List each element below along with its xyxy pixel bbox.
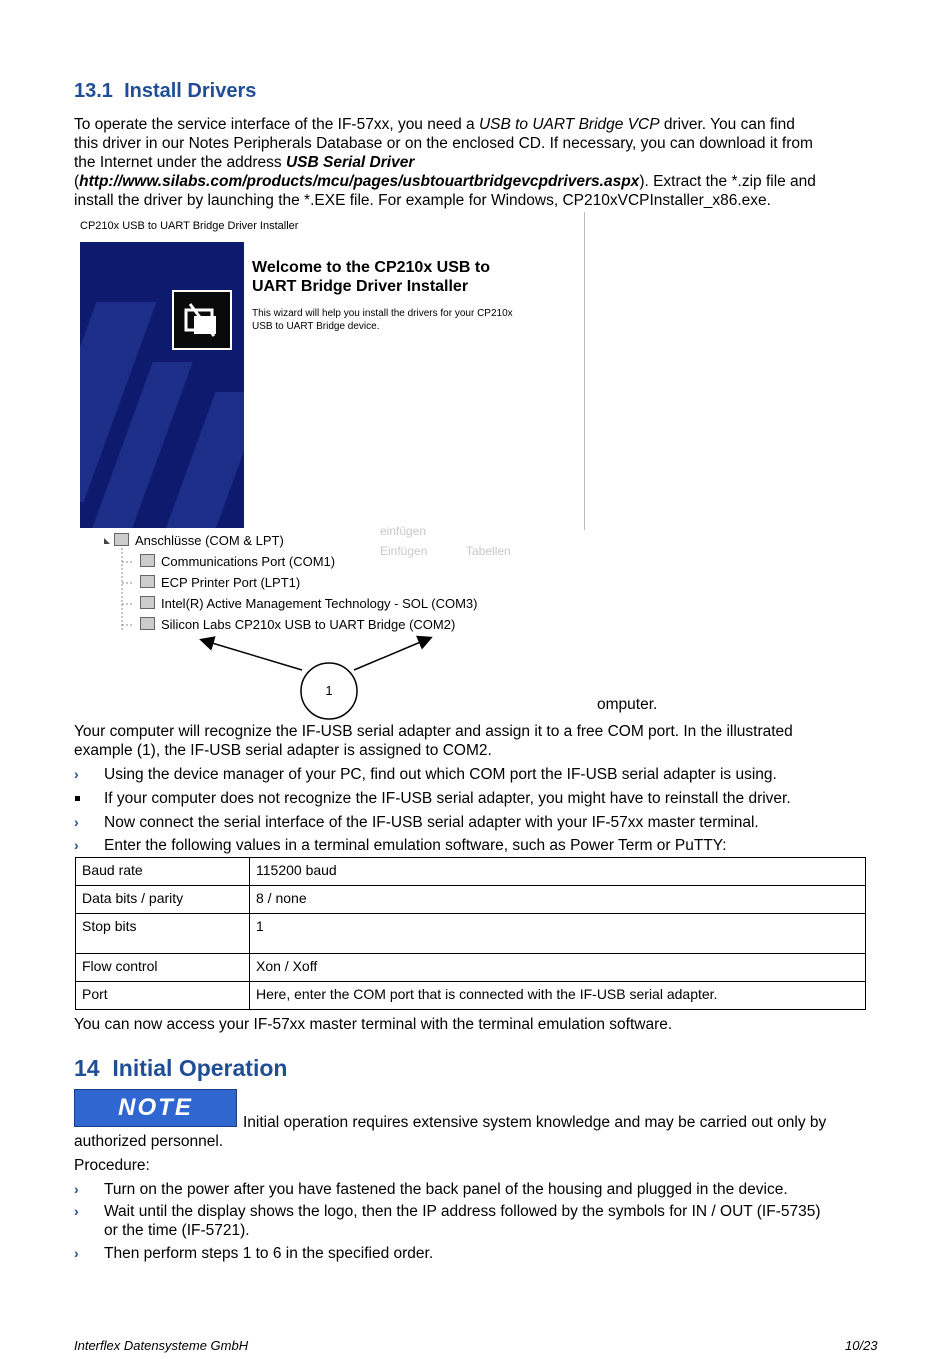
- table-row: [76, 914, 866, 954]
- device-port-icon: [140, 596, 155, 609]
- section-14-number: 14: [74, 1055, 100, 1081]
- recognition-paragraph: Your computer will recognize the IF-USB serial adapter and assign it to a free COM port. In the illustrated example (1), the IF-USB serial adapter is assigned to COM2.: [74, 723, 793, 759]
- terminal-settings-table: [75, 857, 866, 1010]
- intro-paragraph: [74, 115, 874, 210]
- chevron-right-icon: ›: [74, 1181, 79, 1197]
- device-port-row[interactable]: Silicon Labs CP210x USB to UART Bridge (COM2): [140, 617, 455, 632]
- list-item: › Now connect the serial interface of the IF-USB serial adapter with your IF-57xx master terminal.: [74, 814, 759, 831]
- table-cell-value: Here, enter the COM port that is connected with the IF-USB serial adapter.: [250, 982, 866, 1010]
- list-item: › Using the device manager of your PC, find out which COM port the IF-USB serial adapter is using.: [74, 766, 777, 783]
- section-number: 13.1: [74, 80, 113, 102]
- installer-screenshot: [74, 212, 585, 530]
- table-cell-key: Stop bits: [76, 914, 250, 954]
- device-port-icon: [140, 575, 155, 588]
- after-table-text: You can now access your IF-57xx master terminal with the terminal emulation software.: [74, 1016, 673, 1033]
- table-cell-key: Port: [76, 982, 250, 1010]
- section-title: Install Drivers: [124, 80, 257, 102]
- table-cell-key: Data bits / parity: [76, 886, 250, 914]
- chevron-right-icon: ›: [74, 837, 79, 853]
- intro-line-4: (http://www.silabs.com/products/mcu/pages/usbtouartbridgevcpdrivers.aspx). Extract the *.zip file and: [74, 173, 816, 190]
- table-cell-value: 1: [250, 914, 866, 954]
- table-cell-value: Xon / Xoff: [250, 954, 866, 982]
- truncated-fragment: omputer.: [597, 696, 658, 713]
- square-bullet-icon: [75, 796, 80, 801]
- faint-text-3: Tabellen: [466, 544, 511, 558]
- section-14-heading: [74, 1055, 287, 1082]
- chevron-right-icon: ›: [74, 1245, 79, 1261]
- installer-heading: Welcome to the CP210x USB to UART Bridge Driver Installer: [252, 259, 490, 295]
- table-row: [76, 886, 866, 914]
- intro-line-1: To operate the service interface of the IF-57xx, you need a USB to UART Bridge VCP driver. You can find: [74, 116, 795, 133]
- note-text-line-1: Initial operation requires extensive system knowledge and may be carried out only by: [243, 1114, 827, 1131]
- faint-text-1: einfügen: [380, 524, 427, 538]
- footer-company: Interflex Datensysteme GmbH: [74, 1338, 249, 1353]
- list-item: › Turn on the power after you have fastened the back panel of the housing and plugged in the device.: [74, 1181, 788, 1198]
- callout-number: 1: [325, 683, 333, 698]
- table-row: [76, 954, 866, 982]
- section-14-title: Initial Operation: [112, 1055, 288, 1081]
- list-item: › Wait until the display shows the logo, then the IP address followed by the symbols for IN / OUT (IF-5735) or the time (IF-5721).: [74, 1203, 821, 1239]
- device-port-row[interactable]: ECP Printer Port (LPT1): [140, 575, 300, 590]
- section-heading: [74, 80, 256, 103]
- table-row: [76, 982, 866, 1010]
- table-row: [76, 858, 866, 886]
- device-port-row[interactable]: Intel(R) Active Management Technology - SOL (COM3): [140, 596, 477, 611]
- intro-line-2: this driver in our Notes Peripherals Database or on the enclosed CD. If necessary, you can download it from: [74, 135, 813, 152]
- list-item: › Then perform steps 1 to 6 in the specified order.: [74, 1245, 434, 1262]
- list-item: › Enter the following values in a terminal emulation software, such as Power Term or PuTTY:: [74, 837, 727, 854]
- installer-window-title: CP210x USB to UART Bridge Driver Installer: [80, 220, 299, 232]
- table-cell-key: Flow control: [76, 954, 250, 982]
- list-item: If your computer does not recognize the IF-USB serial adapter, you might have to reinstall the driver.: [74, 789, 874, 808]
- table-cell-value: 115200 baud: [250, 858, 866, 886]
- callout-arrows: [190, 630, 450, 722]
- table-cell-key: Baud rate: [76, 858, 250, 886]
- footer-page-number: 10/23: [845, 1338, 878, 1353]
- device-port-icon: [140, 554, 155, 567]
- device-port-icon: [114, 533, 129, 546]
- procedure-label: Procedure:: [74, 1157, 150, 1174]
- faint-text-2: Einfügen: [380, 544, 428, 558]
- installer-banner: [80, 242, 244, 528]
- device-category[interactable]: Anschlüsse (COM & LPT): [114, 533, 284, 548]
- table-cell-value: 8 / none: [250, 886, 866, 914]
- note-text-line-2: authorized personnel.: [74, 1133, 224, 1150]
- chevron-right-icon: ›: [74, 766, 79, 782]
- intro-line-3: the Internet under the address USB Serial Driver: [74, 154, 415, 171]
- chevron-right-icon: ›: [74, 814, 79, 830]
- driver-url: http://www.silabs.com/products/mcu/pages/usbtouartbridgevcpdrivers.aspx: [79, 173, 640, 190]
- note-badge: NOTE: [74, 1089, 237, 1127]
- intro-line-5: install the driver by launching the *.EXE file. For example for Windows, CP210xVCPInstaller_x86.exe.: [74, 192, 771, 209]
- device-port-icon: [140, 617, 155, 630]
- device-manager-excerpt: [104, 524, 598, 642]
- installer-subtext: This wizard will help you install the drivers for your CP210x USB to UART Bridge device.: [252, 308, 513, 332]
- device-port-row[interactable]: Communications Port (COM1): [140, 554, 335, 569]
- usb-logo-icon: [172, 290, 232, 350]
- chevron-right-icon: ›: [74, 1203, 79, 1219]
